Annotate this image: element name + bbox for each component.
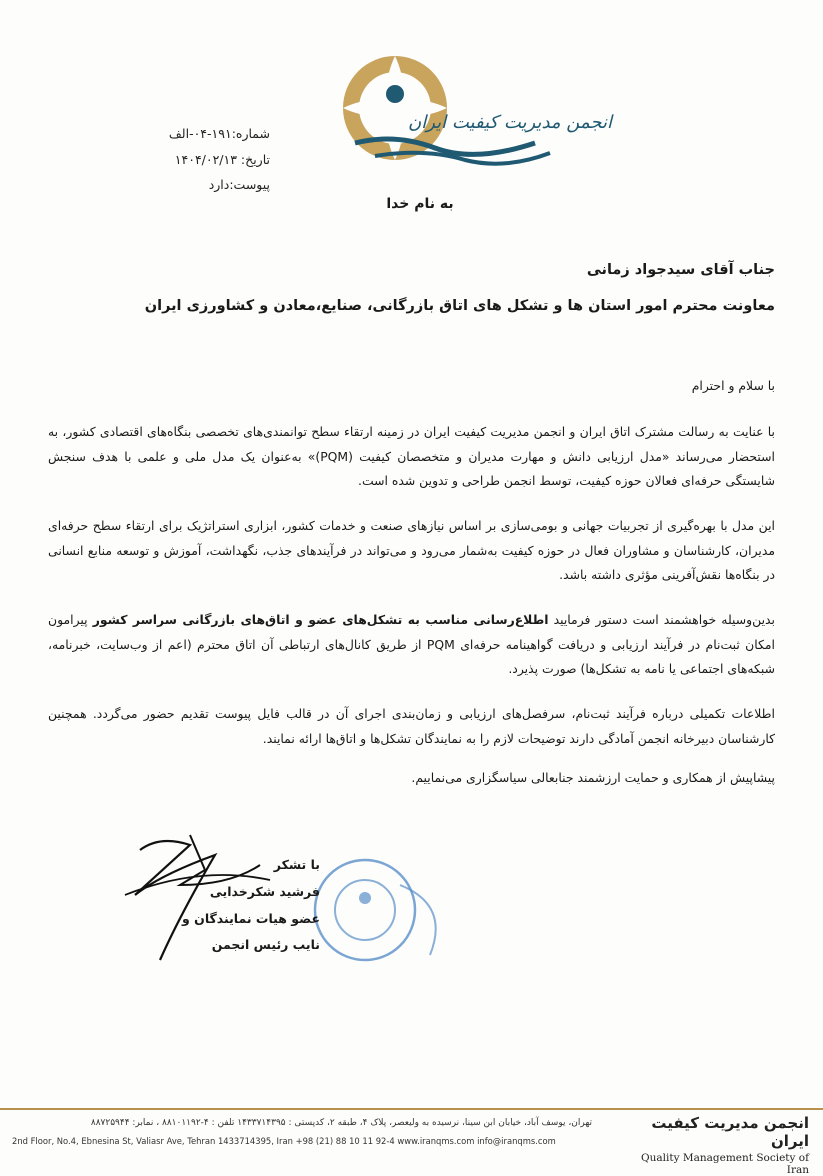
paragraph-5: پیشاپیش از همکاری و حمایت ارزشمند جنابعالی سیاسگزاری می‌نماییم. bbox=[411, 770, 775, 785]
signer-role-2: نایب رئیس انجمن bbox=[211, 937, 320, 952]
footer-org bbox=[619, 1114, 809, 1176]
signer-name: فرشید شکرخدایی bbox=[209, 884, 320, 899]
letter-date: تاریخ: ۱۴۰۴/۰۲/۱۳ bbox=[174, 152, 270, 167]
paragraph-3 bbox=[48, 608, 775, 682]
paragraph-3-start: بدین‌وسیله خواهشمند است دستور فرمایید bbox=[553, 612, 775, 627]
paragraph-2: این مدل با بهره‌گیری از تجربیات جهانی و بومی‌سازی بر اساس نیازهای صنعت و خدمات کشور، ابزاری استراتژیک برای ارتقاء سطح حرفه‌ای مدیران، کارشناسان و مشاوران فعال در حوزه کیفیت به‌شمار می‌رود و می‌تواند در فرآیندهای جذب، نگهداشت، آموزش و توسعه منابع انسانی در بنگاه‌ها نقش‌آفرینی مؤثری داشته باشد. bbox=[48, 518, 775, 582]
footer-org-name-fa: انجمن مدیریت کیفیت ایران bbox=[651, 1114, 809, 1150]
signature-closing: با تشکر bbox=[273, 857, 320, 872]
signature-block bbox=[120, 825, 500, 970]
paragraph-4: اطلاعات تکمیلی درباره فرآیند ثبت‌نام، سرفصل‌های ارزیابی و زمان‌بندی اجرای آن در قالب فایل پیوست تقدیم حضور می‌گردد. همچنین کارشناسان دبیرخانه انجمن آمادگی دارند توضیحات لازم را به نمایندگان تشکل‌ها و اتاق‌ها ارائه نمایند. bbox=[48, 706, 775, 746]
letter-number: شماره:۱۹۱-۰۴-الف bbox=[168, 126, 270, 141]
footer-address-en: 2nd Floor, No.4, Ebnesina St, Valiasr Ave, Tehran 1433714395, Iran +98 (21) 88 10 11 92-4 www.iranqms.com info@iranqms.com bbox=[12, 1136, 556, 1146]
footer-address bbox=[12, 1118, 592, 1146]
greeting: با سلام و احترام bbox=[691, 378, 775, 393]
paragraph-3-bold: اطلاع‌رسانی مناسب به تشکل‌های عضو و اتاق‌های بازرگانی سراسر کشور bbox=[92, 612, 549, 627]
letter-attachment: پیوست:دارد bbox=[208, 177, 270, 192]
svg-text:انجمن مدیریت کیفیت ایران: انجمن مدیریت کیفیت ایران bbox=[408, 112, 612, 133]
signer-role-1: عضو هیات نمایندگان و bbox=[182, 911, 320, 926]
invocation: به نام خدا bbox=[386, 196, 454, 212]
recipient-name: جناب آقای سیدجواد زمانی bbox=[586, 262, 775, 278]
paragraph-1: با عنایت به رسالت مشترک اتاق ایران و انجمن مدیریت کیفیت ایران در زمینه ارتقاء سطح توانمندی‌های تخصصی بنگاه‌های اقتصادی کشور، به استحضار می‌رساند «مدل ارزیابی دانش و مهارت مدیران و متخصصان کیفیت (PQM)» به‌عنوان یک مدل ملی و علمی با هدف سنجش شایستگی حرفه‌ای فعالان حوزه کیفیت، توسط انجمن طراحی و تدوین شده است. bbox=[48, 424, 775, 488]
recipient-title: معاونت محترم امور استان ها و تشکل های اتاق بازرگانی، صنایع،معادن و کشاورزی ایران bbox=[144, 298, 775, 314]
footer-org-name-en: Quality Management Society of Iran bbox=[641, 1152, 809, 1176]
footer-address-fa: تهران، یوسف آباد، خیابان ابن سینا، نرسیده به ولیعصر، پلاک ۴، طبقه ۲، کدپستی : ۱۴۳۳۷۱۴۳۹۵ تلفن : ۴-۸۸۱۰۱۱۹۲ ، نمابر: ۸۸۷۲۵۹۴۴ bbox=[90, 1118, 592, 1128]
org-logo bbox=[335, 48, 612, 178]
footer-divider bbox=[0, 1108, 823, 1110]
paragraph-3-end: پیرامون امکان ثبت‌نام در فرآیند ارزیابی و دریافت گواهینامه حرفه‌ای PQM از طریق کانال‌های ارتباطی آن اتاق محترم (اعم از وب‌سایت، خبرنامه، شبکه‌های اجتماعی یا نامه به تشکل‌ها) صورت پذیرد. bbox=[48, 612, 775, 676]
